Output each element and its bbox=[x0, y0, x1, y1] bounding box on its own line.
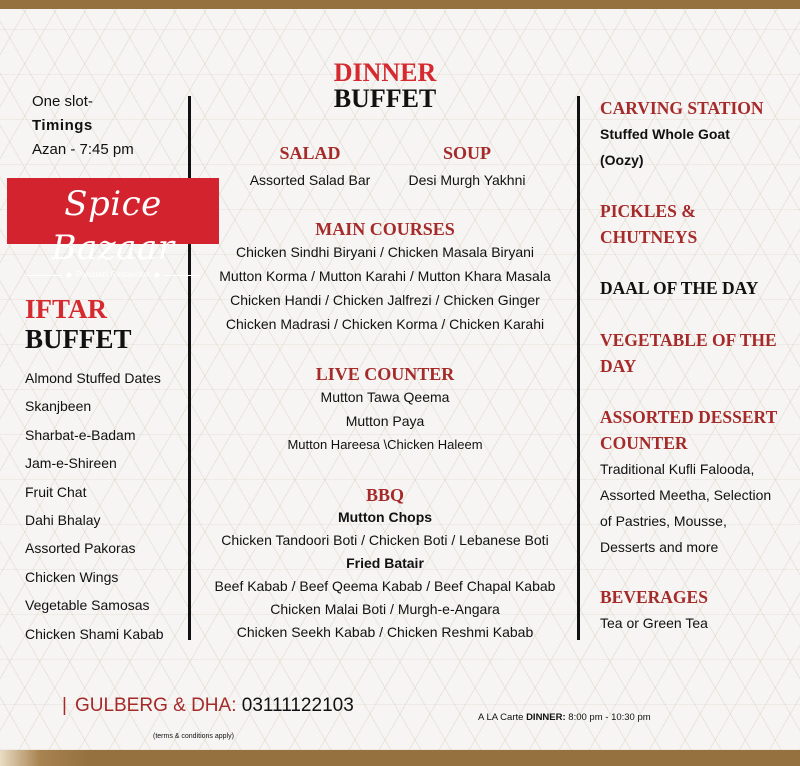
salad-section bbox=[236, 142, 384, 192]
alacarte-prefix: A LA Carte bbox=[478, 712, 524, 723]
logo-name: Spice Bazaar bbox=[51, 184, 175, 268]
contact-bar: | bbox=[62, 695, 67, 716]
soup-section bbox=[395, 142, 539, 192]
list-item: Almond Stuffed Dates bbox=[25, 370, 161, 386]
terms-note: (terms & conditions apply) bbox=[153, 733, 234, 740]
live-counter-items bbox=[192, 385, 578, 457]
carving-item-line2: (Oozy) bbox=[600, 152, 644, 168]
list-item: Dahi Bhalay bbox=[25, 512, 101, 529]
list-item: Mutton Tawa Qeema bbox=[320, 389, 450, 405]
iftar-items bbox=[25, 364, 164, 648]
list-item: Chicken Shami Kabab bbox=[25, 625, 164, 642]
beverages-heading: BEVERAGES bbox=[600, 587, 708, 607]
dinner-title-top: DINNER bbox=[333, 58, 437, 87]
alacarte-dinner-label: DINNER: bbox=[526, 712, 566, 723]
location-label: GULBERG & DHA: bbox=[74, 695, 237, 716]
list-item: Fried Batair bbox=[346, 555, 424, 571]
live-counter-heading: LIVE COUNTER bbox=[315, 364, 455, 384]
bbq-section bbox=[192, 484, 578, 644]
soup-heading: SOUP bbox=[442, 143, 491, 163]
list-item: Assorted Pakoras bbox=[25, 540, 136, 557]
list-item: Mutton Hareesa \Chicken Haleem bbox=[287, 437, 483, 452]
timings-label: Timings bbox=[32, 117, 93, 134]
iftar-title-bottom: BUFFET bbox=[25, 324, 132, 354]
list-item: Mutton Korma / Mutton Karahi / Mutton Khara Masala bbox=[219, 268, 551, 284]
list-item: Vegetable Samosas bbox=[25, 597, 150, 614]
dessert-section bbox=[600, 404, 800, 560]
tagline-rule-left bbox=[26, 275, 62, 276]
dessert-items bbox=[600, 456, 800, 560]
list-item: Beef Kabab / Beef Qeema Kabab / Beef Chapal Kabab bbox=[214, 578, 556, 594]
list-item: Traditional Kufli Falooda, bbox=[600, 461, 755, 477]
bbq-heading: BBQ bbox=[365, 485, 404, 505]
bottom-gold-band bbox=[0, 750, 800, 766]
main-courses-heading: MAIN COURSES bbox=[315, 219, 455, 239]
salad-heading: SALAD bbox=[279, 143, 341, 163]
dinner-buffet-title bbox=[192, 60, 578, 112]
list-item: Mutton Chops bbox=[337, 509, 433, 525]
carving-station-section bbox=[600, 95, 800, 173]
logo-tagline-row bbox=[7, 270, 219, 280]
azan-time: Azan - 7:45 pm bbox=[32, 141, 134, 158]
alacarte-time: 8:00 pm - 10:30 pm bbox=[568, 712, 651, 723]
pickles-section bbox=[600, 198, 800, 250]
list-item: Chicken Sindhi Biryani / Chicken Masala Biryani bbox=[235, 244, 535, 260]
vegetable-section bbox=[600, 327, 800, 379]
carving-heading: CARVING STATION bbox=[600, 98, 764, 118]
pickles-heading-line1: PICKLES & bbox=[600, 201, 696, 221]
beverages-section bbox=[600, 584, 800, 636]
list-item: Chicken Madrasi / Chicken Korma / Chicken Karahi bbox=[225, 316, 545, 332]
vegetable-heading-line2: DAY bbox=[600, 356, 637, 376]
spice-bazaar-logo bbox=[7, 178, 219, 279]
list-item: of Pastries, Mousse, bbox=[600, 513, 727, 529]
list-item: Chicken Handi / Chicken Jalfrezi / Chicken Ginger bbox=[230, 292, 540, 308]
list-item: Fruit Chat bbox=[25, 483, 87, 500]
list-item: Desserts and more bbox=[600, 539, 719, 555]
list-item: Chicken Tandoori Boti / Chicken Boti / Lebanese Boti bbox=[221, 532, 549, 548]
bbq-items bbox=[192, 506, 578, 644]
list-item: Jam-e-Shireen bbox=[25, 455, 117, 472]
top-gold-band bbox=[0, 0, 800, 9]
pickles-heading-line2: CHUTNEYS bbox=[600, 227, 698, 247]
vegetable-heading-line1: VEGETABLE OF THE bbox=[600, 330, 777, 350]
dinner-title-bottom: BUFFET bbox=[333, 84, 437, 113]
slot-line: One slot- bbox=[32, 93, 93, 110]
list-item: Sharbat-e-Badam bbox=[25, 426, 136, 443]
phone-number[interactable]: 03111122103 bbox=[241, 695, 354, 716]
list-item: Chicken Wings bbox=[25, 568, 119, 585]
iftar-buffet-title bbox=[25, 294, 132, 354]
list-item: Chicken Malai Boti / Murgh-e-Angara bbox=[270, 601, 500, 617]
main-courses-section bbox=[192, 218, 578, 336]
diamond-icon: ◆ bbox=[153, 270, 161, 279]
daal-section bbox=[600, 275, 800, 301]
main-courses-items bbox=[192, 240, 578, 336]
list-item: Assorted Meetha, Selection bbox=[600, 487, 772, 503]
diamond-icon: ◆ bbox=[65, 270, 73, 279]
contact-line bbox=[62, 694, 354, 718]
daal-heading: DAAL OF THE DAY bbox=[600, 278, 759, 298]
carving-item-line1: Stuffed Whole Goat bbox=[600, 126, 730, 142]
soup-item: Desi Murgh Yakhni bbox=[408, 172, 526, 188]
slot-timings bbox=[32, 90, 134, 162]
dessert-heading-line1: ASSORTED DESSERT bbox=[600, 407, 778, 427]
dessert-heading-line2: COUNTER bbox=[600, 433, 688, 453]
logo-tagline: Pakistani Restaurant bbox=[76, 270, 150, 279]
list-item: Mutton Paya bbox=[345, 413, 425, 429]
iftar-title-top: IFTAR bbox=[25, 294, 108, 324]
salad-item: Assorted Salad Bar bbox=[249, 172, 371, 188]
live-counter-section bbox=[192, 363, 578, 457]
alacarte-timing bbox=[478, 712, 651, 723]
beverages-item: Tea or Green Tea bbox=[600, 615, 708, 631]
list-item: Skanjbeen bbox=[25, 398, 92, 415]
list-item: Chicken Seekh Kabab / Chicken Reshmi Kabab bbox=[236, 624, 534, 640]
